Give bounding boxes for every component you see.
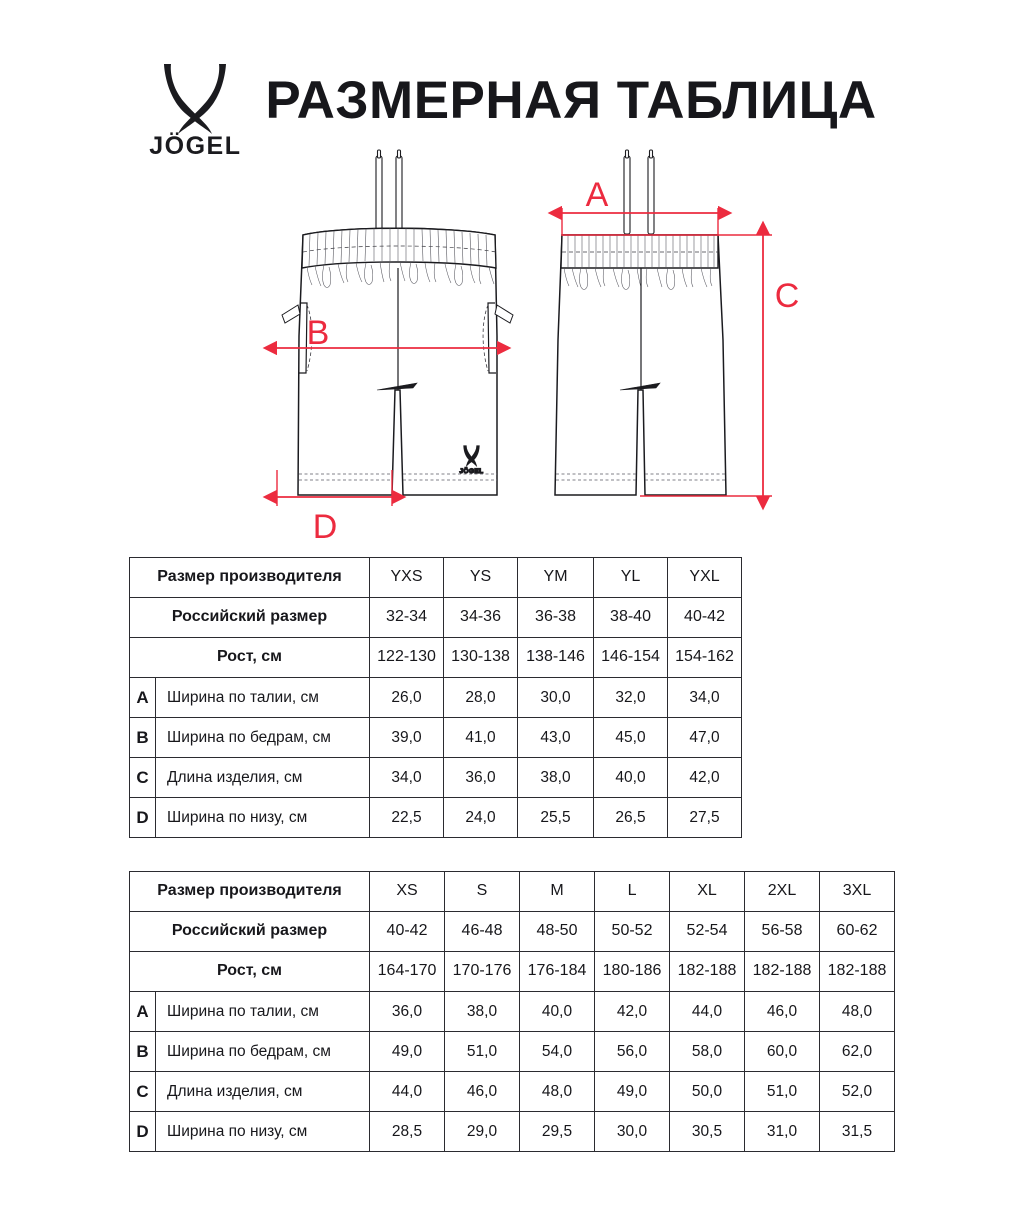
measure-name: Длина изделия, см [156,1072,370,1112]
cell-value: 52,0 [820,1072,895,1112]
size-table-youth [129,557,742,838]
cell-value: 45,0 [594,718,668,758]
table-row-manufacturer-size [130,558,742,598]
cell-value: 60-62 [820,912,895,952]
cell-value: 27,5 [668,798,742,838]
cell-size: YXL [668,558,742,598]
table-row-height [130,952,895,992]
row-label: Размер производителя [130,872,370,912]
measure-b-label: B [306,314,330,352]
cell-value: 29,5 [520,1112,595,1152]
cell-value: 40,0 [594,758,668,798]
cell-value: 40-42 [370,912,445,952]
table-row-russian-size [130,912,895,952]
cell-value: 122-130 [370,638,444,678]
cell-value: 50-52 [595,912,670,952]
cell-value: 24,0 [444,798,518,838]
row-label: Российский размер [130,912,370,952]
cell-value: 28,0 [444,678,518,718]
size-table-adult [129,871,895,1152]
cell-value: 46,0 [745,992,820,1032]
cell-value: 170-176 [445,952,520,992]
cell-value: 49,0 [370,1032,445,1072]
cell-value: 51,0 [445,1032,520,1072]
table-row-measure-b [130,718,742,758]
cell-size: YXS [370,558,444,598]
measure-letter: D [130,1112,156,1152]
measure-a-arrow [562,176,718,236]
measure-letter: A [130,678,156,718]
cell-size: XS [370,872,445,912]
cell-value: 138-146 [518,638,594,678]
cell-value: 31,5 [820,1112,895,1152]
measure-name: Ширина по низу, см [156,1112,370,1152]
cell-value: 164-170 [370,952,445,992]
cell-value: 50,0 [670,1072,745,1112]
cell-value: 29,0 [445,1112,520,1152]
cell-value: 30,5 [670,1112,745,1152]
cell-size: S [445,872,520,912]
cell-value: 30,0 [518,678,594,718]
cell-value: 36,0 [370,992,445,1032]
cell-value: 62,0 [820,1032,895,1072]
brand-wordmark: JÖGEL [149,132,242,160]
table-row-measure-a [130,992,895,1032]
cell-size: 3XL [820,872,895,912]
wishbone-logo-icon [156,62,234,136]
row-label: Рост, см [130,952,370,992]
measure-name: Ширина по бедрам, см [156,1032,370,1072]
table-row-russian-size [130,598,742,638]
shorts-measurement-diagram [0,140,1024,550]
cell-value: 58,0 [670,1032,745,1072]
cell-value: 43,0 [518,718,594,758]
drawstring-cords-front [376,150,402,234]
cell-value: 182-188 [820,952,895,992]
shorts-back-view [555,150,726,495]
cell-value: 52-54 [670,912,745,952]
cell-size: M [520,872,595,912]
table-row-measure-c [130,1072,895,1112]
page-title: РАЗМЕРНАЯ ТАБЛИЦА [265,71,877,130]
cell-value: 48,0 [520,1072,595,1112]
measure-c-label: C [774,277,800,315]
row-label: Российский размер [130,598,370,638]
measure-name: Длина изделия, см [156,758,370,798]
cell-value: 32,0 [594,678,668,718]
table-row-measure-d [130,798,742,838]
measure-letter: D [130,798,156,838]
cell-value: 34,0 [370,758,444,798]
measure-letter: A [130,992,156,1032]
cell-value: 38-40 [594,598,668,638]
cell-value: 25,5 [518,798,594,838]
measure-name: Ширина по низу, см [156,798,370,838]
cell-value: 26,5 [594,798,668,838]
cell-value: 36-38 [518,598,594,638]
measure-letter: C [130,758,156,798]
measure-letter: B [130,718,156,758]
cell-value: 30,0 [595,1112,670,1152]
cell-value: 154-162 [668,638,742,678]
svg-text:JÖGEL: JÖGEL [459,468,484,475]
table-row-height [130,638,742,678]
cell-value: 182-188 [670,952,745,992]
cell-value: 44,0 [370,1072,445,1112]
cell-size: 2XL [745,872,820,912]
table-row-measure-d [130,1112,895,1152]
cell-value: 34,0 [668,678,742,718]
row-label: Рост, см [130,638,370,678]
cell-value: 130-138 [444,638,518,678]
row-label: Размер производителя [130,558,370,598]
cell-value: 56,0 [595,1032,670,1072]
cell-value: 48,0 [820,992,895,1032]
table-row-measure-a [130,678,742,718]
cell-value: 51,0 [745,1072,820,1112]
cell-value: 42,0 [595,992,670,1032]
cell-value: 39,0 [370,718,444,758]
table-row-measure-c [130,758,742,798]
cell-value: 182-188 [745,952,820,992]
cell-value: 42,0 [668,758,742,798]
cell-value: 40-42 [668,598,742,638]
cell-value: 32-34 [370,598,444,638]
cell-value: 56-58 [745,912,820,952]
cell-value: 46,0 [445,1072,520,1112]
cell-value: 180-186 [595,952,670,992]
cell-value: 48-50 [520,912,595,952]
cell-value: 47,0 [668,718,742,758]
measure-a-label: A [585,176,609,214]
cell-size: L [595,872,670,912]
cell-value: 34-36 [444,598,518,638]
cell-value: 38,0 [445,992,520,1032]
cell-value: 41,0 [444,718,518,758]
measure-d-label: D [312,508,338,546]
cell-size: YS [444,558,518,598]
measure-name: Ширина по талии, см [156,992,370,1032]
cell-value: 28,5 [370,1112,445,1152]
cell-value: 146-154 [594,638,668,678]
cell-value: 60,0 [745,1032,820,1072]
cell-value: 38,0 [518,758,594,798]
drawstring-cords-back [624,150,654,234]
cell-size: YL [594,558,668,598]
cell-value: 176-184 [520,952,595,992]
cell-value: 40,0 [520,992,595,1032]
cell-value: 44,0 [670,992,745,1032]
cell-value: 54,0 [520,1032,595,1072]
measure-letter: C [130,1072,156,1112]
cell-size: XL [670,872,745,912]
measure-name: Ширина по талии, см [156,678,370,718]
table-row-measure-b [130,1032,895,1072]
cell-value: 46-48 [445,912,520,952]
cell-value: 22,5 [370,798,444,838]
technical-drawing [0,140,1024,550]
cell-value: 26,0 [370,678,444,718]
cell-value: 31,0 [745,1112,820,1152]
cell-size: YM [518,558,594,598]
cell-value: 36,0 [444,758,518,798]
measure-name: Ширина по бедрам, см [156,718,370,758]
table-row-manufacturer-size [130,872,895,912]
measure-letter: B [130,1032,156,1072]
cell-value: 49,0 [595,1072,670,1112]
